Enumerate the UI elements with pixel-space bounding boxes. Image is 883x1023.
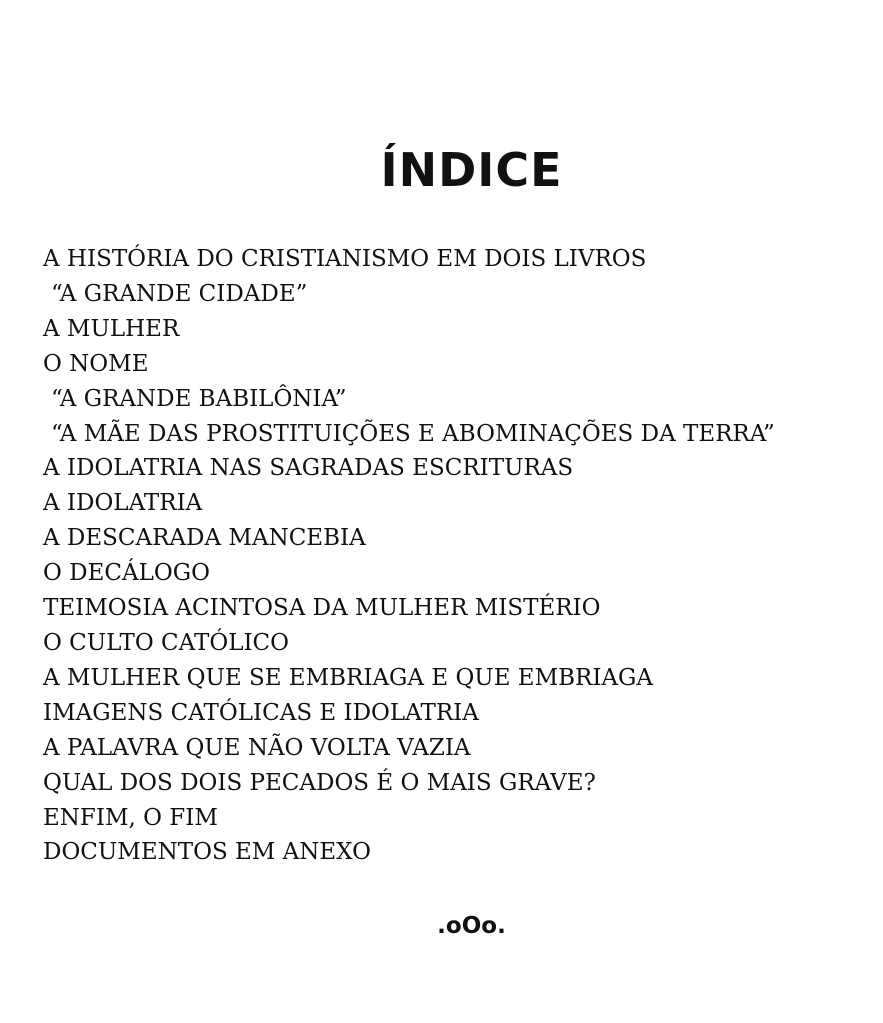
toc-entry: O CULTO CATÓLICO — [43, 629, 290, 656]
toc-entry: O NOME — [43, 350, 149, 377]
toc-entry: O DECÁLOGO — [43, 560, 210, 587]
toc-entry: “A MÃE DAS PROSTITUIÇÕES E ABOMINAÇÕES DA TERRA” — [51, 420, 775, 447]
toc-entry: A MULHER QUE SE EMBRIAGA E QUE EMBRIAGA — [43, 664, 654, 691]
toc-entry: QUAL DOS DOIS PECADOS É O MAIS GRAVE? — [43, 769, 596, 796]
toc-entry: “A GRANDE BABILÔNIA” — [51, 385, 347, 412]
toc-entry: A MULHER — [43, 315, 180, 342]
toc-entry: ENFIM, O FIM — [43, 804, 218, 831]
toc-entry: DOCUMENTOS EM ANEXO — [43, 839, 372, 866]
toc-entry: A IDOLATRIA NAS SAGRADAS ESCRITURAS — [43, 455, 574, 482]
table-of-contents — [43, 242, 775, 870]
toc-entry: “A GRANDE CIDADE” — [51, 280, 308, 307]
toc-entry: A HISTÓRIA DO CRISTIANISMO EM DOIS LIVROS — [43, 246, 647, 272]
toc-entry: TEIMOSIA ACINTOSA DA MULHER MISTÉRIO — [43, 595, 601, 622]
toc-entry: A IDOLATRIA — [43, 490, 203, 517]
toc-entry: IMAGENS CATÓLICAS E IDOLATRIA — [43, 699, 479, 726]
toc-entry: A PALAVRA QUE NÃO VOLTA VAZIA — [43, 734, 471, 761]
toc-entry: A DESCARADA MANCEBIA — [43, 525, 366, 552]
page-title: ÍNDICE — [380, 143, 563, 197]
closing-ornament: .oOo. — [437, 913, 506, 939]
